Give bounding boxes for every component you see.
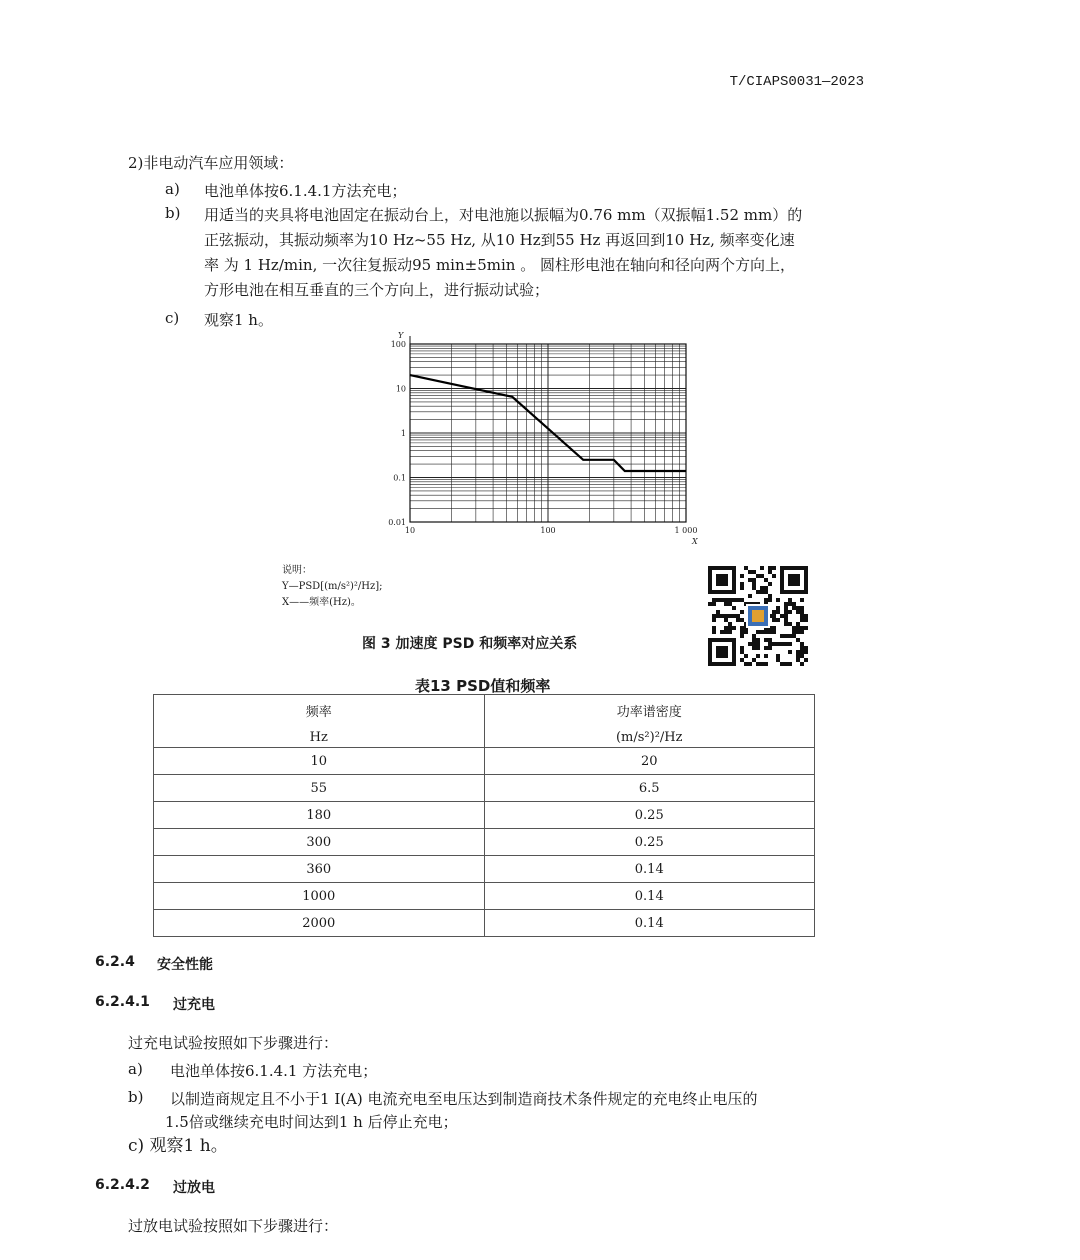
qr-module [744,630,748,634]
qr-module [780,642,784,646]
qr-module [768,594,772,598]
qr-module [756,574,760,578]
qr-module [800,618,804,622]
heading-number: 6.2.4.1 [95,994,150,1010]
qr-module [740,630,744,634]
qr-module [800,626,804,630]
qr-module [752,638,756,642]
cell-psd: 0.14 [484,883,815,910]
qr-module [724,626,728,630]
header-frequency [154,695,485,748]
cell-frequency: 2000 [154,910,485,937]
qr-module [768,598,772,602]
step-c-text: c) 观察1 h。 [128,1136,228,1156]
qr-module [784,606,788,610]
qr-module [712,614,716,618]
qr-module [724,618,728,622]
qr-module [792,602,796,606]
header-psd [484,695,815,748]
qr-module [728,614,732,618]
qr-module [772,610,776,614]
table-row [154,775,815,802]
qr-module [748,642,752,646]
qr-module [748,662,752,666]
qr-module [784,614,788,618]
qr-module [776,618,780,622]
qr-module [804,626,808,630]
qr-module [740,650,744,654]
qr-module [724,630,728,634]
y-tick-label: 100 [390,340,406,349]
qr-module [800,646,804,650]
qr-module [752,570,756,574]
qr-module [772,630,776,634]
qr-module [756,646,760,650]
qr-module [796,626,800,630]
legend-x: X——频率(Hz)。 [282,597,361,608]
qr-finder [788,574,800,586]
qr-module [740,598,744,602]
qr-module [772,566,776,570]
qr-module [760,590,764,594]
qr-module [760,662,764,666]
cell-frequency: 10 [154,748,485,775]
qr-module [712,626,716,630]
qr-module [788,662,792,666]
qr-module [792,606,796,610]
qr-module [768,638,772,642]
qr-module [800,606,804,610]
qr-module [796,606,800,610]
qr-module [760,586,764,590]
qr-module [796,658,800,662]
qr-module [772,574,776,578]
qr-module [764,654,768,658]
heading-number: 6.2.4 [95,954,135,970]
item-a-marker: a) [165,180,180,198]
qr-module [724,598,728,602]
item-b-line: 正弦振动，其振动频率为10 Hz~55 Hz, 从10 Hz到55 Hz 再返回到10 Hz, 频率变化速 [204,231,795,249]
table-row [154,748,815,775]
qr-module [740,582,744,586]
qr-module [800,610,804,614]
step-b-marker: b) [128,1088,144,1106]
qr-module [720,598,724,602]
cell-psd: 0.25 [484,802,815,829]
item-b-marker: b) [165,204,181,222]
qr-module [804,646,808,650]
heading-title: 安全性能 [157,957,213,973]
qr-module [720,614,724,618]
qr-module [764,662,768,666]
qr-module [740,610,744,614]
psd-table [153,694,815,937]
qr-module [776,642,780,646]
header-psd-label: 功率谱密度 [616,705,682,720]
qr-module [796,650,800,654]
qr-module [788,598,792,602]
qr-module [768,642,772,646]
x-tick-label: 1 000 [674,526,698,535]
qr-module [756,590,760,594]
cell-psd: 0.25 [484,829,815,856]
table-row [154,856,815,883]
qr-module [732,614,736,618]
cell-frequency: 360 [154,856,485,883]
qr-module [780,662,784,666]
qr-module [756,642,760,646]
qr-module [800,642,804,646]
x-tick-label: 100 [540,526,556,535]
qr-module [796,654,800,658]
qr-module [764,630,768,634]
document-code: T/CIAPS0031—2023 [729,74,864,90]
overcharge-intro: 过充电试验按照如下步骤进行： [128,1034,339,1052]
item-c-text: 观察1 h。 [204,311,273,329]
qr-module [740,646,744,650]
qr-module [744,566,748,570]
legend-title: 说明： [282,565,312,576]
cell-psd: 20 [484,748,815,775]
step-b-line: 1.5倍或继续充电时间达到1 h 后停止充电； [165,1113,458,1131]
qr-module [748,594,752,598]
qr-module [776,654,780,658]
qr-module [732,598,736,602]
qr-finder [716,574,728,586]
qr-module [752,586,756,590]
y-tick-label: 10 [395,384,406,394]
qr-module [804,658,808,662]
qr-module [788,642,792,646]
section-title: 2)非电动汽车应用领域： [128,154,294,172]
qr-module [724,602,728,606]
step-b-line: 以制造商规定且不小于1 I(A) 电流充电至电压达到制造商技术条件规定的充电终止电压的 [170,1090,758,1108]
qr-module [756,654,760,658]
item-b-line: 方形电池在相互垂直的三个方向上，进行振动试验； [204,281,550,299]
qr-module [732,626,736,630]
table-row [154,883,815,910]
qr-module [772,626,776,630]
qr-finder [716,646,728,658]
qr-module [756,638,760,642]
psd-chart [382,330,702,550]
qr-module [752,582,756,586]
qr-module [740,626,744,630]
item-b-line: 率 为 1 Hz/min, 一次往复振动95 min±5min 。 圆柱形电池在轴向和径向两个方向上， [204,256,795,274]
qr-module [760,566,764,570]
qr-module [780,634,784,638]
cell-psd: 0.14 [484,856,815,883]
qr-module [768,566,772,570]
item-a-text: 电池单体按6.1.4.1方法充电； [204,182,407,200]
table-row [154,829,815,856]
qr-module [804,650,808,654]
qr-module [712,618,716,622]
item-c-marker: c) [165,309,180,327]
qr-module [796,638,800,642]
qr-module [796,630,800,634]
qr-module [720,630,724,634]
qr-module [772,618,776,622]
qr-module [712,602,716,606]
qr-module [756,630,760,634]
qr-module [740,586,744,590]
qr-module [784,622,788,626]
cell-frequency: 300 [154,829,485,856]
qr-module [776,606,780,610]
qr-module [800,654,804,658]
qr-module [752,658,756,662]
qr-module [716,614,720,618]
qr-module [768,630,772,634]
heading-title: 过充电 [173,997,215,1013]
figure-caption: 图 3 加速度 PSD 和频率对应关系 [362,636,578,652]
qr-module [784,642,788,646]
x-axis-label: X [692,537,698,546]
qr-module [792,626,796,630]
qr-module [800,630,804,634]
cell-psd: 0.14 [484,910,815,937]
table-row [154,910,815,937]
qr-module [784,662,788,666]
qr-module [780,614,784,618]
legend-y: Y—PSD[(m/s²)²/Hz]; [282,581,383,592]
qr-module [740,658,744,662]
qr-module [724,614,728,618]
qr-module [764,598,768,602]
cell-frequency: 1000 [154,883,485,910]
qr-module [728,630,732,634]
qr-module [752,634,756,638]
header-frequency-unit: Hz [309,730,328,745]
table-title: 表13 PSD值和频率 [415,677,551,695]
qr-module [788,650,792,654]
x-tick-label: 10 [404,526,416,535]
qr-module [800,650,804,654]
qr-module [796,622,800,626]
heading-number: 6.2.4.2 [95,1177,150,1193]
qr-module [800,662,804,666]
qr-logo [752,610,764,622]
cell-psd: 6.5 [484,775,815,802]
cell-frequency: 180 [154,802,485,829]
qr-code[interactable] [705,566,811,666]
qr-module [756,662,760,666]
qr-module [752,642,756,646]
qr-module [784,618,788,622]
qr-module [804,614,808,618]
qr-module [772,614,776,618]
qr-module [748,570,752,574]
qr-module [788,622,792,626]
qr-module [764,646,768,650]
qr-module [752,578,756,582]
qr-module [788,602,792,606]
qr-module [776,658,780,662]
item-b-line: 用适当的夹具将电池固定在振动台上，对电池施以振幅为0.76 mm（双振幅1.52 mm）的 [204,206,803,224]
qr-module [748,578,752,582]
qr-module [736,618,740,622]
qr-module [764,586,768,590]
qr-module [716,610,720,614]
qr-module [788,610,792,614]
qr-module [792,630,796,634]
qr-module [788,634,792,638]
qr-module [760,630,764,634]
qr-module [800,614,804,618]
qr-module [728,598,732,602]
step-a-marker: a) [128,1060,143,1078]
figure-legend [282,563,383,611]
y-axis-label: Y [398,331,404,340]
qr-module [792,634,796,638]
table-row [154,802,815,829]
qr-module [804,618,808,622]
qr-module [744,662,748,666]
qr-module [760,574,764,578]
y-tick-label: 1 [400,429,406,438]
qr-module [716,598,720,602]
qr-module [736,598,740,602]
step-a-text: 电池单体按6.1.4.1 方法充电； [170,1062,378,1080]
y-tick-label: 0.1 [393,473,406,483]
y-tick-label: 0.01 [388,518,406,527]
qr-module [736,614,740,618]
qr-module [764,590,768,594]
header-frequency-label: 频率 [305,705,332,720]
qr-module [744,654,748,658]
qr-module [776,610,780,614]
table-header-row [154,695,815,748]
qr-module [764,578,768,582]
qr-module [768,582,772,586]
qr-module [708,602,712,606]
header-psd-unit: (m/s²)²/Hz [615,730,683,745]
qr-module [752,646,756,650]
qr-module [768,646,772,650]
qr-module [768,570,772,574]
psd-chart-svg [382,330,702,550]
qr-module [740,634,744,638]
cell-frequency: 55 [154,775,485,802]
heading-title: 过放电 [173,1180,215,1196]
qr-module [728,626,732,630]
qr-module [728,602,732,606]
qr-module [728,622,732,626]
qr-module [784,634,788,638]
qr-module [732,606,736,610]
qr-module [740,618,744,622]
qr-module [784,602,788,606]
qr-module [740,574,744,578]
qr-module [772,642,776,646]
qr-module [712,630,716,634]
qr-module [800,598,804,602]
qr-module [712,598,716,602]
qr-module [796,610,800,614]
overdischarge-intro: 过放电试验按照如下步骤进行： [128,1217,339,1235]
qr-module [764,638,768,642]
qr-module [776,598,780,602]
qr-module [784,610,788,614]
